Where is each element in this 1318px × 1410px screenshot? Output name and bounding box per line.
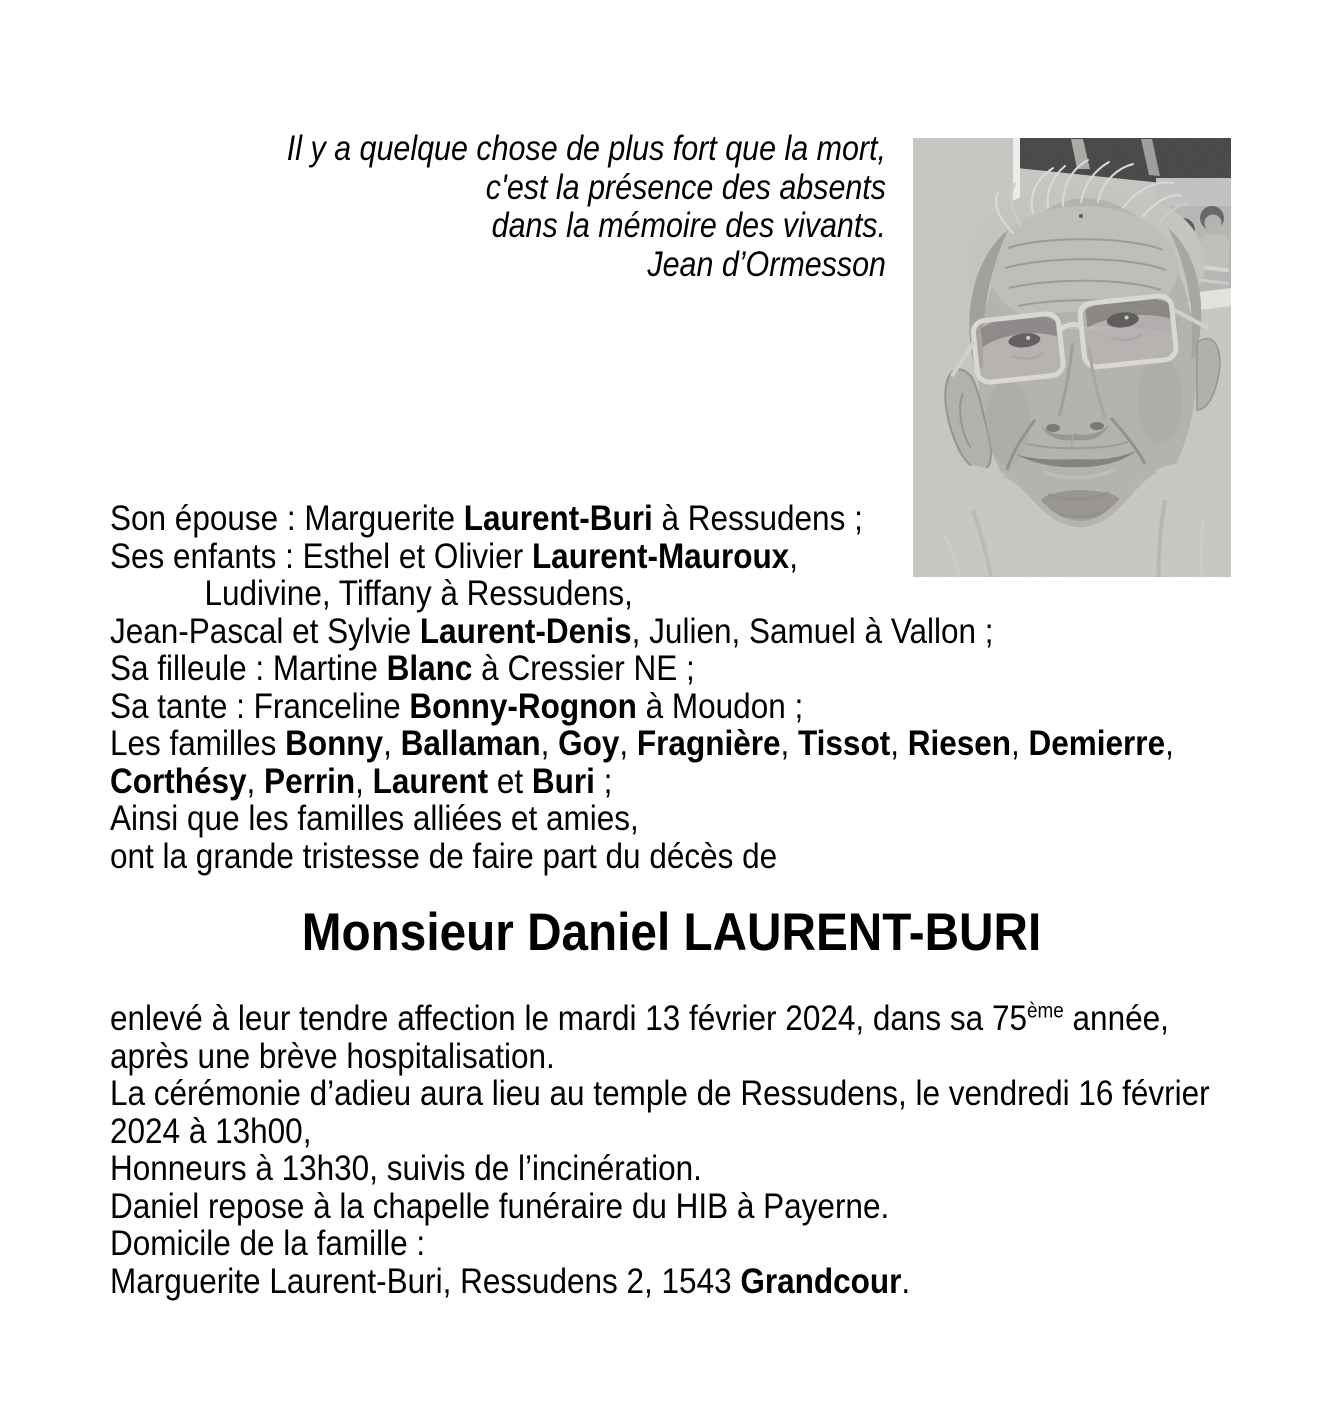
text-segment: Riesen [907,724,1011,763]
text-segment: , [383,724,401,763]
text-segment: Buri [531,761,595,801]
family-line [110,538,1174,576]
text-segment: Honneurs à 13h30, suivis de l’incinération. [110,1149,702,1188]
funeral-details [110,1000,1210,1300]
text-segment: Tissot [797,724,891,763]
family-line [110,650,1174,688]
text-segment: ont la grande tristesse de faire part du décès de [110,836,778,876]
family-line [110,575,1174,613]
text-segment: Marguerite Laurent-Buri, Ressudens 2, 1543 [110,1261,741,1301]
text-segment: Laurent-Mauroux [531,536,790,576]
text-segment: Grandcour [740,1261,902,1301]
details-line [110,1263,1210,1301]
text-segment: année, [1063,999,1169,1038]
text-segment: , Julien, Samuel à Vallon ; [631,611,994,651]
family-announcement [110,500,1174,875]
details-line [110,1225,1210,1263]
text-segment: , [789,536,798,576]
text-segment: Domicile de la famille : [110,1224,426,1263]
text-segment: Goy [558,724,620,763]
family-line [110,613,1174,651]
details-line [110,1075,1210,1113]
text-segment: Sa filleule : Martine [110,649,387,688]
text-segment: , [619,724,637,763]
text-segment: Laurent-Buri [463,499,653,538]
text-segment: Ludivine, Tiffany à Ressudens, [204,574,633,613]
text-segment: Jean-Pascal et Sylvie [110,611,420,651]
text-segment: , [780,724,798,763]
family-line [110,838,1174,876]
text-segment: , [246,761,265,801]
text-segment: et [488,761,532,801]
text-segment: Corthésy [110,761,247,801]
text-segment: Blanc [386,649,473,688]
text-segment: Sa tante : Franceline [110,686,410,726]
text-segment: ème [1027,999,1064,1023]
family-line [110,688,1174,726]
text-segment: Bonny-Rognon [409,686,637,726]
family-line [110,800,1174,838]
text-segment: ; [594,761,613,801]
quote-line: c'est la présence des absents [485,167,886,207]
deceased-name-title: Monsieur Daniel LAURENT-BURI [301,903,1042,962]
text-segment: Les familles [110,724,286,763]
text-segment: La cérémonie d’adieu aura lieu au temple de Ressudens, le vendredi 16 février [110,1074,1210,1113]
text-segment: , [1165,724,1174,763]
family-line [110,763,1174,801]
text-segment: Fragnière [636,724,781,763]
text-segment: 2024 à 13h00, [110,1111,312,1151]
text-segment: à Ressudens ; [652,499,863,538]
text-segment: enlevé à leur tendre affection le mardi 13 février 2024, dans sa 75 [110,999,1028,1038]
details-line [110,1113,1210,1151]
text-segment: Laurent [372,761,489,801]
text-segment: Bonny [285,724,384,763]
text-segment: à Moudon ; [636,686,804,726]
text-segment: Ses enfants : Esthel et Olivier [110,536,532,576]
text-segment: Demierre [1028,724,1166,763]
text-segment: à Cressier NE ; [472,649,695,688]
text-segment: Ballaman [400,724,541,763]
text-segment: Laurent-Denis [419,611,632,651]
family-line [110,500,1174,538]
text-segment: , [540,724,559,763]
text-segment: après une brève hospitalisation. [110,1036,555,1076]
details-line [110,1038,1210,1076]
text-segment: , [890,724,908,763]
details-line [110,1188,1210,1226]
details-line [110,1000,1210,1038]
text-segment: Son épouse : Marguerite [110,499,464,538]
details-line [110,1150,1210,1188]
family-line [110,725,1174,763]
text-segment: Daniel repose à la chapelle funéraire du HIB à Payerne. [110,1186,890,1226]
quote-line: dans la mémoire des vivants. [491,206,886,245]
text-segment: , [355,761,373,801]
quote-line: Jean d’Ormesson [647,244,886,284]
memorial-quote [115,130,886,284]
text-segment: . [901,1261,911,1301]
text-segment: , [1010,724,1029,763]
quote-line: Il y a quelque chose de plus fort que la mort, [286,129,886,168]
text-segment: Perrin [264,761,356,801]
text-segment: Ainsi que les familles alliées et amies, [110,799,639,838]
